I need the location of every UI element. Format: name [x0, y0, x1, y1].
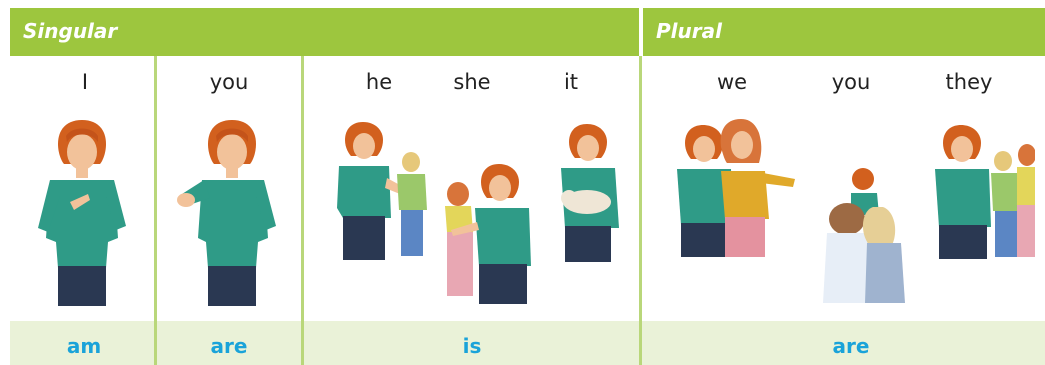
pronoun-he: he: [365, 70, 393, 94]
boy-pointing-at-self-illustration: [30, 118, 135, 306]
pronoun-she: she: [453, 70, 491, 94]
pronoun-you: you: [209, 70, 249, 94]
pronoun-they: they: [945, 70, 993, 94]
column-divider: [301, 56, 304, 365]
singular-header-label: Singular: [23, 19, 118, 43]
boy-pointing-at-friends-and-cat-illustration: [325, 118, 630, 306]
family-and-group-illustration: [655, 115, 1035, 305]
pronoun-i: I: [81, 70, 89, 94]
verb-are-singular: are: [210, 334, 248, 358]
column-divider: [154, 56, 157, 365]
pronoun-you-plural: you: [831, 70, 871, 94]
plural-header-label: Plural: [656, 19, 722, 43]
verb-am: am: [66, 334, 102, 358]
verb-is: is: [462, 334, 482, 358]
plural-header: [643, 8, 1045, 56]
pronoun-it: it: [563, 70, 579, 94]
section-divider: [639, 56, 642, 365]
singular-header: [10, 8, 639, 56]
boy-pointing-at-you-illustration: [176, 118, 281, 306]
verb-are-plural: are: [832, 334, 870, 358]
verb-row: [10, 321, 1045, 365]
pronoun-we: we: [716, 70, 748, 94]
